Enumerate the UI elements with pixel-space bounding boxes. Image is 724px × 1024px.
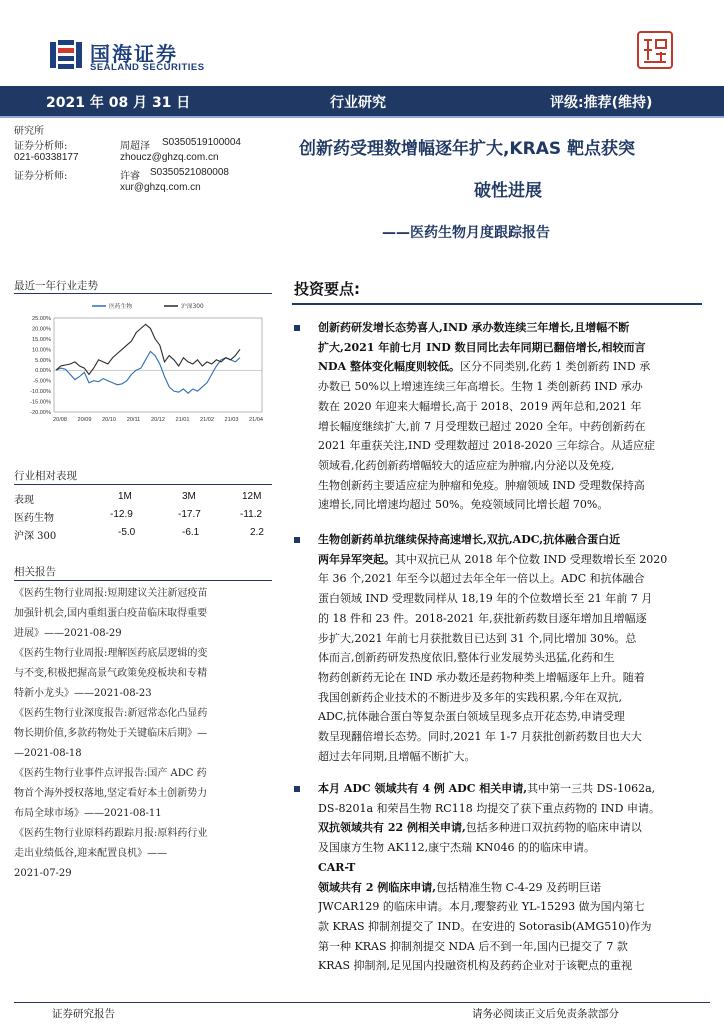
- analyst-role-1: 证券分析师:: [14, 141, 68, 152]
- paragraph-line: [318, 937, 700, 957]
- perf-row-name: 医药生物: [14, 513, 54, 524]
- paragraph-line: [318, 456, 700, 476]
- related-report-line: 物长期价值,多款药物处于关键临床后期》—: [14, 728, 208, 739]
- paragraph-bold-text: 扩大,2021 年前七月 IND 数目同比去年同期已翻倍增长,相较而言: [318, 340, 646, 354]
- paragraph-bold-text: 双抗领域共有 22 例相关申请,: [318, 821, 466, 835]
- paragraph-line: [318, 818, 700, 838]
- y-tick-label: 0.00%: [35, 368, 51, 375]
- paragraph-text: 包括精准生物 C-4-29 及药明巨诺: [436, 880, 601, 894]
- paragraph-bold-text: 创新药研发增长态势喜人,IND 承办数连续三年增长,且增幅不断: [318, 321, 630, 334]
- bullet-icon: [294, 786, 300, 792]
- perf-header-3m: 3M: [182, 491, 196, 502]
- report-rating: 评级:推荐(维持): [550, 95, 653, 111]
- x-tick-label: 21/01: [175, 417, 190, 423]
- x-tick-label: 21/02: [200, 417, 214, 423]
- paragraph-line: [318, 858, 700, 878]
- perf-row-1m: -12.9: [110, 509, 133, 520]
- perf-header-label: 表现: [14, 495, 34, 506]
- related-report-line: 加强针机会,国内重组蛋白疫苗临床取得重要: [14, 608, 208, 619]
- related-reports-list: [14, 584, 272, 884]
- related-report-line: 《医药生物行业原料药跟踪月报:原料药行业: [14, 828, 208, 839]
- paragraph-text: 速增长,同比增速均超过 50%。免疫领域同比增长超 70%。: [318, 498, 609, 512]
- y-tick-label: -10.00%: [30, 389, 51, 396]
- paragraph-line: [318, 747, 700, 767]
- header-banner-divider: [0, 116, 724, 118]
- paragraph-line: [318, 357, 700, 377]
- reports-section-divider: [14, 580, 272, 581]
- paragraph-line: [318, 707, 700, 727]
- performance-section-title: 行业相对表现: [14, 470, 77, 482]
- paragraph-text: 数呈现翻倍增长态势。同时,2021 年 1-7 月获批创新药数目也大大: [318, 730, 642, 744]
- paragraph-text: 年 36 个,2021 年至今以超过去年全年一倍以上。ADC 和抗体融合: [318, 572, 645, 586]
- related-report-line: 进展》——2021-08-29: [14, 628, 122, 639]
- paragraph-text: 增长幅度继续扩大,前 7 月受理数已超过 2020 全年。中药创新药在: [318, 419, 646, 433]
- series-line-csi300: [56, 324, 240, 374]
- paragraph-line: [318, 629, 700, 649]
- paragraph-text: 区分不同类别,化药 1 类创新药 IND 承: [459, 360, 651, 374]
- report-title-line-1: 创新药受理数增幅逐年扩大,KRAS 靶点获突: [298, 139, 636, 159]
- analyst-email-2[interactable]: xur@ghzq.com.cn: [120, 182, 201, 193]
- paragraph-text: 生物创新药主要适应症为肿瘤和免疫。肿瘤领域 IND 受理数保持高: [318, 478, 645, 492]
- x-tick-label: 21/03: [224, 417, 239, 423]
- paragraph-bold-text: NDA 整体变化幅度则较低。: [318, 360, 460, 374]
- paragraph-text: 数在 2020 年迎来大幅增长,高于 2018、2019 两年总和,2021 年: [318, 399, 642, 413]
- paragraph-line: [318, 589, 700, 609]
- perf-row-3m: -17.7: [178, 509, 201, 520]
- y-tick-label: 5.00%: [35, 357, 51, 364]
- paragraph-text: 及国康方生物 AK112,康宁杰瑞 KN046 的的临床申请。: [318, 841, 595, 855]
- paragraph-line: [318, 417, 700, 437]
- logo-chinese-name: 国海证券: [90, 42, 178, 66]
- paragraph-text: ADC,抗体融合蛋白等复杂蛋白领域呈现多点开花态势,申请受理: [318, 710, 625, 724]
- x-tick-label: 20/08: [53, 417, 67, 423]
- paragraph-text: 2021 年重获关注,IND 受理数超过 2018-2020 三年综合。从适应症: [318, 439, 655, 453]
- sealand-logo-icon: [48, 38, 84, 72]
- paragraph-line: [318, 569, 700, 589]
- paragraph-line: [318, 377, 700, 397]
- related-report-line: 走出业绩低谷,迎来配置良机》——: [14, 848, 168, 859]
- paragraph-text: 第一种 KRAS 抑制剂提交 NDA 后不到一年,国内已提交了 7 款: [318, 939, 628, 953]
- investment-paragraph-2: [318, 530, 700, 766]
- related-report-line: 与不变,积极把握高景气政策免疫板块和专精: [14, 668, 208, 679]
- paragraph-line: [318, 530, 700, 550]
- paragraph-line: [318, 878, 700, 898]
- paragraph-line: [318, 668, 700, 688]
- paragraph-line: [318, 727, 700, 747]
- analyst-name-2: 许睿: [120, 171, 140, 182]
- perf-row-12m: -11.2: [240, 509, 263, 520]
- paragraph-text: 款 KRAS 抑制剂提交了 IND。在安进的 Sotorasib(AMG510)作为: [318, 919, 652, 933]
- perf-header-12m: 12M: [242, 491, 262, 502]
- paragraph-text: 的 18 件和 23 件。2018-2021 年,获批新药数目逐年增加且增幅逐: [318, 611, 647, 625]
- y-tick-label: -20.00%: [30, 410, 51, 416]
- footer-divider: [14, 1002, 710, 1003]
- related-report-line: 布局全球市场》——2021-08-11: [14, 808, 162, 819]
- related-report-line: 2021-07-29: [14, 868, 72, 879]
- y-tick-label: 10.00%: [32, 347, 51, 354]
- related-report-line: 《医药生物行业事件点评报告:国产 ADC 药: [14, 768, 207, 779]
- footer-disclaimer: 请务必阅读正文后免责条款部分: [472, 1008, 619, 1020]
- x-tick-label: 20/09: [77, 417, 92, 423]
- paragraph-line: [318, 338, 700, 358]
- related-report-line: 《医药生物行业周报:短期建议关注新冠疫苗: [14, 588, 208, 599]
- perf-row-3m: -6.1: [182, 527, 200, 538]
- logo-english-name: SEALAND SECURITIES: [90, 62, 205, 73]
- paragraph-text: 其中第一三共 DS-1062a,: [527, 782, 656, 795]
- report-category: 行业研究: [330, 95, 386, 111]
- paragraph-bold-text: 本月 ADC 领域共有 4 例 ADC 相关申请,: [318, 782, 528, 795]
- paragraph-text: 包括多种进口双抗药物的临床申请以: [465, 821, 642, 835]
- paragraph-line: [318, 318, 700, 338]
- y-tick-label: 20.00%: [32, 326, 51, 333]
- paragraph-line: [318, 550, 700, 570]
- paragraph-line: [318, 609, 700, 629]
- bullet-icon: [294, 537, 300, 543]
- paragraph-text: 蛋白领域 IND 受理数同样从 18,19 年的个位数增长至 21 年前 7 月: [318, 592, 653, 606]
- related-report-line: 特新小龙头》——2021-08-23: [14, 688, 152, 699]
- legend-label: 医药生物: [109, 304, 133, 310]
- y-tick-label: 25.00%: [32, 316, 51, 322]
- paragraph-line: [318, 799, 700, 819]
- chart-plot-frame: [54, 318, 262, 412]
- research-seal-icon: [636, 30, 674, 70]
- legend-label: 沪深300: [181, 304, 204, 310]
- investment-title: 投资要点:: [294, 280, 360, 298]
- paragraph-line: [318, 688, 700, 708]
- perf-row-1m: -5.0: [118, 527, 136, 538]
- footer-left-text: 证券研究报告: [52, 1008, 115, 1020]
- related-report-line: 物首个海外授权落地,坚定看好本土创新势力: [14, 788, 208, 799]
- paragraph-bold-text: 生物创新药单抗继续保持高速增长,双抗,ADC,抗体融合蛋白近: [318, 533, 621, 546]
- paragraph-line: [318, 397, 700, 417]
- related-report-line: 《医药生物行业周报:理解医药底层逻辑的变: [14, 648, 208, 659]
- analyst-phone: 021-60338177: [14, 152, 79, 163]
- y-tick-label: -15.00%: [30, 399, 51, 406]
- trend-chart: [14, 298, 268, 430]
- y-tick-label: -5.00%: [33, 378, 51, 385]
- paragraph-text: 步扩大,2021 年前七月获批数目已达到 31 个,同比增加 30%。总: [318, 631, 637, 645]
- x-tick-label: 21/04: [249, 417, 263, 423]
- paragraph-line: [318, 476, 700, 496]
- investment-title-divider: [292, 303, 702, 305]
- investment-paragraph-1: [318, 318, 700, 515]
- paragraph-text: 办数已 50%以上增速连续三年高增长。生物 1 类创新药 IND 承办: [318, 380, 643, 394]
- paragraph-line: [318, 838, 700, 858]
- report-date: 2021 年 08 月 31 日: [46, 95, 191, 111]
- y-tick-label: 15.00%: [32, 336, 51, 343]
- paragraph-line: [318, 779, 700, 799]
- investment-paragraph-3: [318, 779, 700, 976]
- paragraph-line: [318, 897, 700, 917]
- trend-section-title: 最近一年行业走势: [14, 280, 98, 292]
- x-tick-label: 20/12: [151, 417, 165, 423]
- paragraph-line: [318, 436, 700, 456]
- analyst-email-1[interactable]: zhoucz@ghzq.com.cn: [120, 152, 219, 163]
- paragraph-line: [318, 495, 700, 515]
- perf-header-1m: 1M: [118, 491, 132, 502]
- analyst-dept: 研究所: [14, 126, 44, 137]
- x-tick-label: 20/11: [126, 417, 141, 423]
- perf-row-name: 沪深 300: [14, 531, 57, 542]
- series-line-pharma: [56, 351, 240, 393]
- paragraph-line: [318, 648, 700, 668]
- paragraph-text: 我国创新药企业技术的不断进步及多年的实践积累,今年在双抗,: [318, 690, 622, 704]
- x-tick-label: 20/10: [102, 417, 116, 423]
- report-title-line-2: 破性进展: [474, 181, 542, 201]
- paragraph-line: [318, 917, 700, 937]
- analyst-cert-1: S0350519100004: [162, 137, 241, 148]
- related-report-line: 《医药生物行业深度报告:新冠常态化凸显药: [14, 708, 208, 719]
- paragraph-text: 超过去年同期,且增幅不断扩大。: [318, 749, 476, 763]
- paragraph-line: [318, 956, 700, 976]
- paragraph-text: 其中双抗已从 2018 年个位数 IND 受理数增长至 2020: [395, 552, 668, 566]
- trend-section-divider: [14, 293, 272, 294]
- paragraph-text: DS-8201a 和荣昌生物 RC118 均提交了获下重点药物的 IND 申请。: [318, 801, 660, 815]
- paragraph-bold-text: 领域共有 2 例临床申请,: [318, 880, 437, 894]
- paragraph-bold-text: CAR-T: [318, 860, 356, 874]
- paragraph-text: KRAS 抑制剂,足见国内投融资机构及药药企业对于该靶点的重视: [318, 959, 632, 973]
- analyst-cert-2: S0350521080008: [150, 167, 229, 178]
- paragraph-text: 物药创新药无论在 IND 承办数还是药物种类上增幅逐年上升。随着: [318, 670, 645, 684]
- paragraph-text: JWCAR129 的临床申请。本月,璎黎药业 YL-15293 做为国内第七: [318, 900, 645, 914]
- reports-section-title: 相关报告: [14, 566, 56, 578]
- paragraph-text: 体而言,创新药研发热度依旧,整体行业发展势头迅猛,化药和生: [318, 651, 615, 665]
- perf-row-12m: 2.2: [250, 527, 264, 538]
- paragraph-bold-text: 两年异军突起。: [318, 552, 395, 566]
- analyst-role-2: 证券分析师:: [14, 171, 68, 182]
- report-subtitle: ——医药生物月度跟踪报告: [382, 225, 550, 241]
- analyst-name-1: 周超泽: [120, 141, 150, 152]
- related-report-line: —2021-08-18: [14, 748, 82, 759]
- paragraph-text: 领域看,化药创新药增幅较大的适应症为肿瘤,内分泌以及免疫,: [318, 458, 615, 472]
- performance-section-divider: [14, 484, 272, 485]
- bullet-icon: [294, 325, 300, 331]
